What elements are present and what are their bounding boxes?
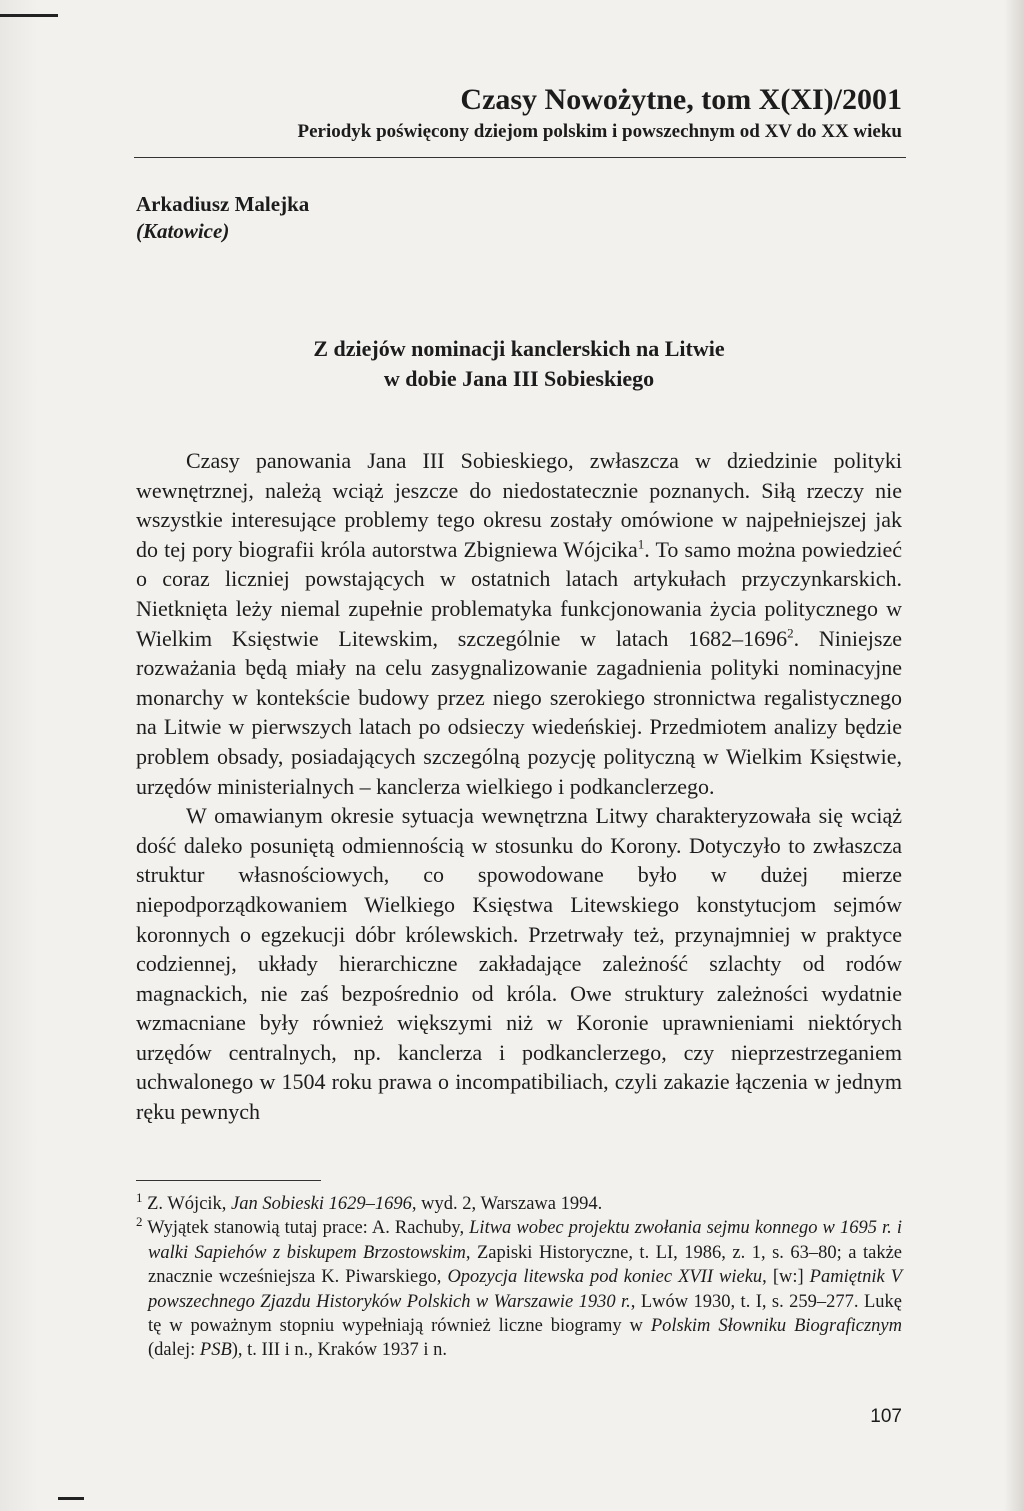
- footnote-2-text-e: (dalej:: [148, 1340, 200, 1361]
- page-left-edge: [0, 0, 38, 1511]
- page-right-shadow: [1004, 0, 1024, 1511]
- footnote-rule: [136, 1180, 321, 1181]
- footnote-2-abbrev: PSB: [199, 1340, 232, 1361]
- footnote-1-number: 1: [136, 1189, 143, 1205]
- paragraph-1-text-a: Czasy panowania Jana III Sobieskiego, zwłaszcza w dziedzinie polityki wewnętrznej, należą wciąż jeszcze do niedostatecznie poznanych. Siłą rzeczy nie wszystkie interesujące problemy tego okresu zostały omówione w najpełniejszej jak do tej pory biografii króla autorstwa Zbigniewa Wójcika: [136, 448, 902, 562]
- footnote-1: [136, 1189, 902, 1216]
- footnote-2-text-c: , [w:]: [762, 1267, 810, 1288]
- paragraph-1-text-b: . To samo można powiedzieć o coraz liczniej powstających w ostatnich latach artykułach przyczynkarskich. Nietknięta leży niemal zupełnie problematyka funkcjonowania życia politycznego w Wielkim Księstwie Litewskim, szczególnie w latach 1682–1696: [136, 536, 902, 651]
- footnote-2-text-b: , Zapiski Historyczne, t. LI, 1986, z. 1, s. 63–80; a także znacznie wcześniejsza K. Piwarskiego,: [148, 1242, 902, 1288]
- page-number: 107: [870, 1406, 902, 1427]
- footnote-2-text-f: ), t. III i n., Kraków 1937 i n.: [231, 1340, 448, 1361]
- footnote-2: [136, 1216, 902, 1362]
- footnote-ref-2: 2: [787, 625, 794, 641]
- article-body: [136, 446, 902, 1127]
- footnote-1-text-b: , wyd. 2, Warszawa 1994.: [411, 1194, 603, 1214]
- footnote-2-number: 2: [136, 1214, 143, 1230]
- paragraph-1-text-c: . Niniejsze rozważania będą miały na celu zasygnalizowanie zagadnienia polityki nominacyjne monarchy w kontekście budowy przez niego szerokiego stronnictwa regalistycznego na Litwie w pierwszych latach po odsieczy wiedeńskiej. Przedmiotem analizy będzie problem obsady, posiadających szczególną pozycję polityczną w Wielkim Księstwie, urzędów ministerialnych – kanclerza wielkiego i podkanclerzego.: [136, 625, 902, 799]
- footnote-2-title-4: Polskim Słowniku Biograficznym: [650, 1316, 902, 1337]
- article-title: [136, 334, 902, 394]
- footnote-ref-1: 1: [637, 536, 645, 552]
- footnote-2-text-d: , Lwów 1930, t. I, s. 259–277. Lukę tę w poważnym stopniu wypełniają również liczne biogramy w: [148, 1291, 902, 1337]
- footnote-2-title-1: Litwa wobec projektu zwołania sejmu konnego w 1695 r. i walki Sapiehów z biskupem Brzostowskim: [148, 1218, 902, 1263]
- journal-title: Czasy Nowożytne, tom X(XI)/2001: [460, 83, 902, 116]
- paragraph-2: W omawianym okresie sytuacja wewnętrzna Litwy charakteryzowała się wciąż dość daleko posuniętą odmiennością w stosunku do Korony. Dotyczyło to zwłaszcza struktur własnościowych, co spowodowane było w dużej mierze niepodporządkowaniem Wielkiego Księstwa Litewskiego konstytucjom sejmów koronnych o egzekucji dóbr królewskich. Przetrwały też, przynajmniej w praktyce codziennej, układy hierarchiczne zakładające zależność szlachty od rodów magnackich, nie zaś bezpośrednio od króla. Owe struktury zależności wydatnie wzmacniane były również większymi niż w Koronie uprawnieniami niektórych urzędów centralnych, np. kanclerza i podkanclerzego, czy nieprzestrzeganiem uchwalonego w 1504 roku prawa o incompatibiliach, czyli zakazie łączenia w jednym ręku pewnych: [136, 803, 902, 1125]
- author-name: Arkadiusz Malejka: [136, 192, 310, 216]
- journal-subtitle: Periodyk poświęcony dziejom polskim i powszechnym od XV do XX wieku: [297, 121, 902, 142]
- footnotes: [136, 1189, 902, 1363]
- top-crop-mark: [0, 14, 58, 17]
- author-affiliation: (Katowice): [136, 219, 230, 243]
- article-title-line-1: Z dziejów nominacji kanclerskich na Litwie: [313, 336, 725, 361]
- article-title-line-2: w dobie Jana III Sobieskiego: [383, 366, 655, 391]
- footnote-1-title: Jan Sobieski 1629–1696: [231, 1194, 412, 1214]
- footnote-2-text-a: Wyjątek stanowią tutaj prace: A. Rachuby,: [142, 1218, 470, 1239]
- bottom-crop-mark: [58, 1497, 84, 1500]
- footnote-2-title-3: Pamiętnik V powszechnego Zjazdu Historyków Polskich w Warszawie 1930 r.: [148, 1267, 902, 1312]
- footnote-1-text-a: Z. Wójcik,: [142, 1194, 232, 1214]
- paragraph-1: [136, 446, 902, 801]
- header-rule: [134, 157, 906, 158]
- footnote-2-title-2: Opozycja litewska pod koniec XVII wieku: [447, 1267, 763, 1288]
